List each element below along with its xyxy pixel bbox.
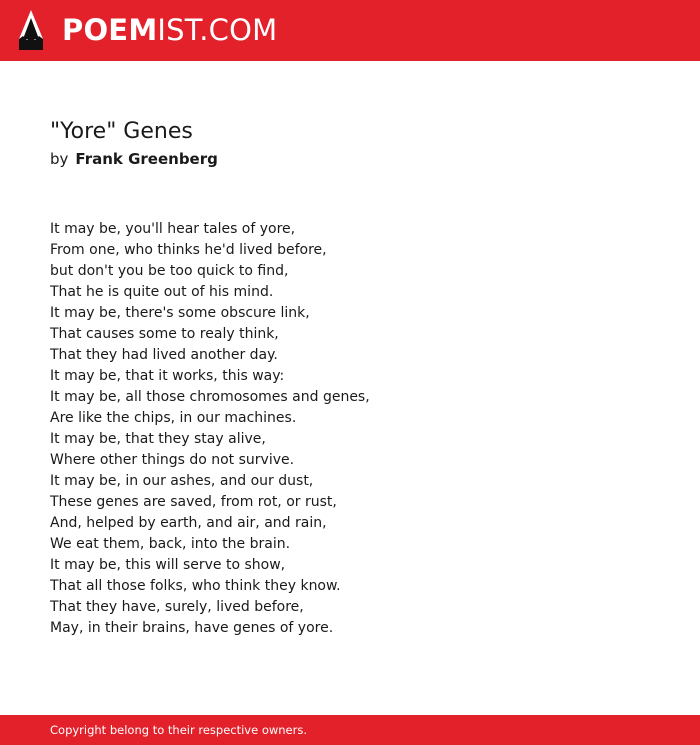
poem-line: We eat them, back, into the brain. <box>50 536 291 552</box>
poem-line: It may be, all those chromosomes and genes, <box>50 389 370 405</box>
poem-line: That they had lived another day. <box>50 347 278 363</box>
site-logo-link[interactable] <box>0 0 278 61</box>
poem-title: "Yore" Genes <box>50 119 193 144</box>
brand-light: IST.COM <box>157 13 278 47</box>
poem-byline <box>50 149 218 169</box>
brand-bold: POEM <box>62 13 158 47</box>
poem-line: And, helped by earth, and air, and rain, <box>50 515 327 531</box>
site-header <box>0 0 700 61</box>
site-logo-text <box>62 13 277 47</box>
poem-line: It may be, there's some obscure link, <box>50 305 310 321</box>
poem-line: It may be, that it works, this way: <box>50 368 285 384</box>
poem-line: From one, who thinks he'd lived before, <box>50 242 327 258</box>
poem-line: but don't you be too quick to find, <box>50 263 289 279</box>
copyright-text: Copyright belong to their respective owners. <box>50 723 308 737</box>
poem-line: It may be, you'll hear tales of yore, <box>50 221 296 237</box>
poem-line: That causes some to realy think, <box>50 326 279 342</box>
pencil-tip-icon <box>17 9 45 51</box>
poem-line: It may be, in our ashes, and our dust, <box>50 473 314 489</box>
site-footer <box>0 715 700 745</box>
poem-line: It may be, that they stay alive, <box>50 431 266 447</box>
poem-line: That they have, surely, lived before, <box>50 599 304 615</box>
poem-line: It may be, this will serve to show, <box>50 557 286 573</box>
author-link[interactable]: Frank Greenberg <box>75 150 218 168</box>
poem-line: That he is quite out of his mind. <box>50 284 274 300</box>
by-label: by <box>50 150 69 168</box>
poem-line: Where other things do not survive. <box>50 452 295 468</box>
poem-line: Are like the chips, in our machines. <box>50 410 297 426</box>
poem-line: That all those folks, who think they know. <box>50 578 341 594</box>
poem-body <box>50 219 650 639</box>
poem-line: These genes are saved, from rot, or rust, <box>50 494 337 510</box>
poem-line: May, in their brains, have genes of yore. <box>50 620 334 636</box>
